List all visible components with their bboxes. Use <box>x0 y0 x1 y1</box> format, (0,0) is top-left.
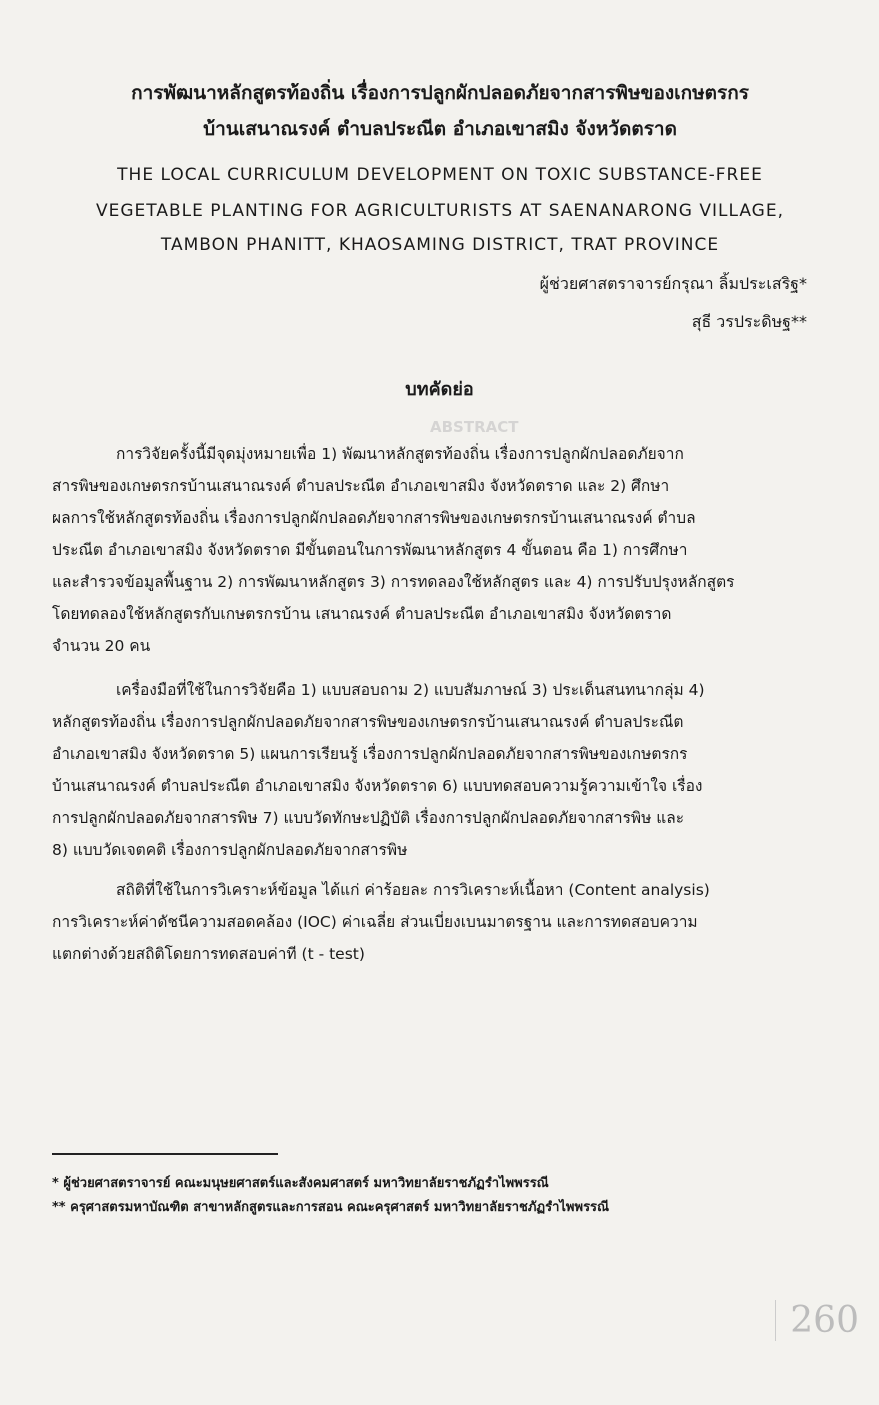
author-2: สุธี วรประดิษฐ** <box>691 312 807 331</box>
abstract-paragraph-2 <box>52 674 800 866</box>
text-line: 8) แบบวัดเจตคติ เรื่องการปลูกผักปลอดภัยจากสารพิษ <box>52 841 408 859</box>
text-line: การวิเคราะห์ค่าดัชนีความสอดคล้อง (IOC) ค่าเฉลี่ย ส่วนเบี่ยงเบนมาตรฐาน และการทดสอบความ <box>52 913 698 931</box>
abstract-heading: บทคัดย่อ <box>405 379 474 400</box>
text-line: เครื่องมือที่ใช้ในการวิจัยคือ 1) แบบสอบถาม 2) แบบสัมภาษณ์ 3) ประเด็นสนทนากลุ่ม 4) <box>116 681 705 699</box>
title-english-line-2: VEGETABLE PLANTING FOR AGRICULTURISTS AT SAENANARONG VILLAGE, <box>96 201 784 221</box>
text-line: โดยทดลองใช้หลักสูตรกับเกษตรกรบ้าน เสนาณรงค์ ตำบลประณีต อำเภอเขาสมิง จังหวัดตราด <box>52 605 672 623</box>
show-through-heading: ABSTRACT <box>430 418 519 436</box>
text-line: หลักสูตรท้องถิ่น เรื่องการปลูกผักปลอดภัยจากสารพิษของเกษตรกรบ้านเสนาณรงค์ ตำบลประณีต <box>52 713 684 731</box>
text-line: และสำรวจข้อมูลพื้นฐาน 2) การพัฒนาหลักสูตร 3) การทดลองใช้หลักสูตร และ 4) การปรับปรุงหลักสูตร <box>52 573 735 591</box>
text-line: แตกต่างด้วยสถิติโดยการทดสอบค่าที (t - test) <box>52 945 365 963</box>
text-line: จำนวน 20 คน <box>52 637 151 655</box>
text-line: การวิจัยครั้งนี้มีจุดมุ่งหมายเพื่อ 1) พัฒนาหลักสูตรท้องถิ่น เรื่องการปลูกผักปลอดภัยจาก <box>116 445 684 463</box>
abstract-paragraph-3 <box>52 874 800 970</box>
text-line: สถิติที่ใช้ในการวิเคราะห์ข้อมูล ได้แก่ ค่าร้อยละ การวิเคราะห์เนื้อหา (Content analysis) <box>116 881 710 899</box>
text-line: ประณีต อำเภอเขาสมิง จังหวัดตราด มีขั้นตอนในการพัฒนาหลักสูตร 4 ขั้นตอน คือ 1) การศึกษา <box>52 541 688 559</box>
title-english-line-3: TAMBON PHANITT, KHAOSAMING DISTRICT, TRAT PROVINCE <box>160 235 720 255</box>
text-line: ผลการใช้หลักสูตรท้องถิ่น เรื่องการปลูกผักปลอดภัยจากสารพิษของเกษตรกรบ้านเสนาณรงค์ ตำบล <box>52 509 696 527</box>
text-line: สารพิษของเกษตรกรบ้านเสนาณรงค์ ตำบลประณีต อำเภอเขาสมิง จังหวัดตราด และ 2) ศึกษา <box>52 477 670 495</box>
author-1: ผู้ช่วยศาสตราจารย์กรุณา ลิ้มประเสริฐ* <box>539 274 807 293</box>
page-number: 260 <box>775 1300 859 1341</box>
text-line: บ้านเสนาณรงค์ ตำบลประณีต อำเภอเขาสมิง จังหวัดตราด 6) แบบทดสอบความรู้ความเข้าใจ เรื่อง <box>52 777 703 795</box>
footnote-2: ** ครุศาสตรมหาบัณฑิต สาขาหลักสูตรและการสอน คณะครุศาสตร์ มหาวิทยาลัยราชภัฏรำไพพรรณี <box>52 1200 610 1215</box>
title-thai-line-2: บ้านเสนาณรงค์ ตำบลประณีต อำเภอเขาสมิง จังหวัดตราด <box>203 118 677 140</box>
text-line: การปลูกผักปลอดภัยจากสารพิษ 7) แบบวัดทักษะปฏิบัติ เรื่องการปลูกผักปลอดภัยจากสารพิษ และ <box>52 809 685 827</box>
title-english-line-1: THE LOCAL CURRICULUM DEVELOPMENT ON TOXIC SUBSTANCE-FREE <box>117 165 763 185</box>
text-line: อำเภอเขาสมิง จังหวัดตราด 5) แผนการเรียนรู้ เรื่องการปลูกผักปลอดภัยจากสารพิษของเกษตรกร <box>52 745 688 763</box>
abstract-paragraph-1 <box>52 438 800 662</box>
footnote-divider <box>52 1153 278 1155</box>
footnote-1: * ผู้ช่วยศาสตราจารย์ คณะมนุษยศาสตร์และสังคมศาสตร์ มหาวิทยาลัยราชภัฏรำไพพรรณี <box>52 1176 549 1191</box>
title-thai-line-1: การพัฒนาหลักสูตรท้องถิ่น เรื่องการปลูกผักปลอดภัยจากสารพิษของเกษตรกร <box>131 82 749 104</box>
